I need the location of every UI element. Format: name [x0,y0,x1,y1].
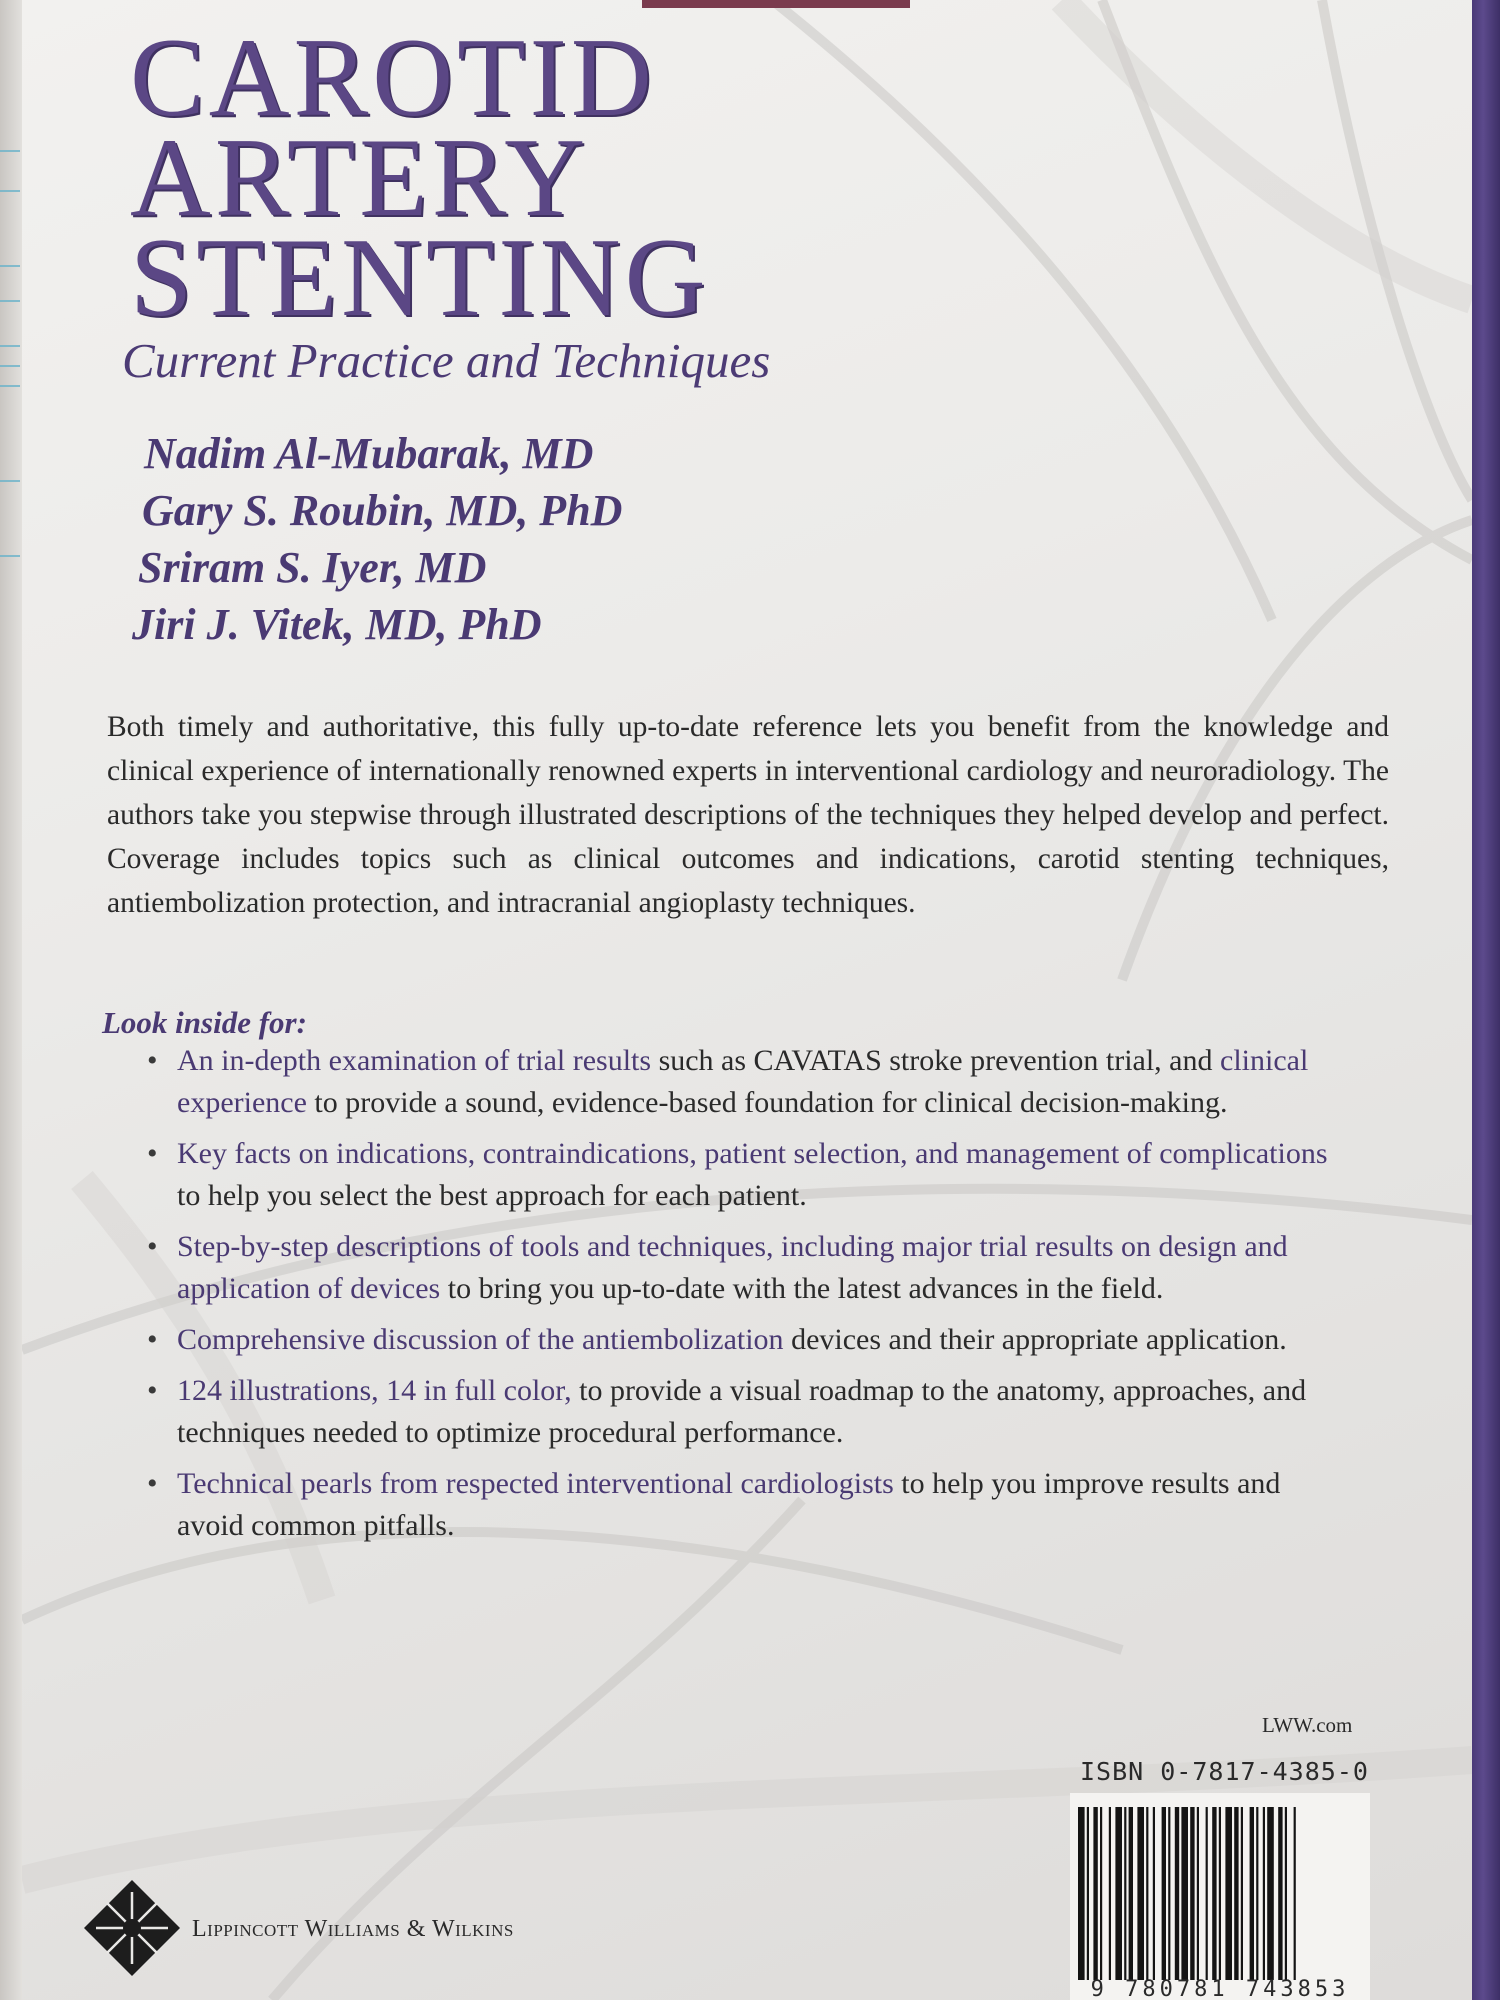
page-edge-mark [0,150,20,152]
feature-list [147,1040,1347,1556]
feature-text: to help you improve results and avoid common pitfalls. [177,1467,1281,1542]
book-title [130,16,710,340]
feature-text: such as CAVATAS stroke prevention trial, and [651,1044,1220,1077]
feature-item [147,1370,1347,1454]
top-edge-color-band [642,0,910,8]
page-edge-mark [0,345,20,347]
book-page-edge [0,0,22,2000]
feature-item [147,1463,1347,1547]
title-line: STENTING [130,216,710,340]
feature-highlight: Comprehensive discussion of the antiembolization [177,1323,784,1356]
look-inside-heading: Look inside for: [102,1005,307,1040]
feature-text: to bring you up-to-date with the latest advances in the field. [440,1272,1164,1305]
page-edge-mark [0,265,20,267]
publisher-logo [82,1878,514,1983]
back-cover [22,0,1472,2000]
feature-text: to provide a visual roadmap to the anatomy, approaches, and techniques needed to optimize procedural performance. [177,1374,1307,1449]
author-name: Nadim Al-Mubarak, MD [144,429,594,478]
page-edge-mark [0,300,20,302]
author-name: Jiri J. Vitek, MD, PhD [132,600,542,649]
isbn-number: ISBN 0-7817-4385-0 [1080,1757,1369,1786]
page-edge-mark [0,480,20,482]
feature-highlight: Key facts on indications, contraindications, patient selection, and management of complications [177,1137,1328,1170]
title-line: ARTERY [130,116,590,240]
feature-highlight: clinical experience [177,1044,1309,1119]
title-line: CAROTID [130,16,656,140]
feature-text: to provide a sound, evidence-based foundation for clinical decision-making. [306,1086,1228,1119]
book-subtitle: Current Practice and Techniques [122,333,771,388]
barcode-bars [1070,1793,1370,2000]
feature-item [147,1040,1347,1124]
barcode-digits: 9 780781 743853 [1070,1980,1370,2000]
diamond-starburst-icon [82,1878,182,1978]
feature-item [147,1319,1347,1361]
author-name: Gary S. Roubin, MD, PhD [142,486,623,535]
feature-highlight: Step-by-step descriptions of tools and techniques, including major trial results on design and application of devices [177,1230,1288,1305]
page-edge-mark [0,190,20,192]
publisher-name: Lippincott Williams & Wilkins [192,1916,514,1942]
feature-text: to help you select the best approach for each patient. [177,1179,807,1212]
feature-highlight: 124 illustrations, 14 in full color, [177,1374,572,1407]
page-edge-mark [0,555,20,557]
barcode [1070,1793,1370,2000]
author-list [112,425,622,653]
page-edge-mark [0,385,20,387]
book-description: Both timely and authoritative, this fully up-to-date reference lets you benefit from the knowledge and clinical experience of internationally renowned experts in interventional cardiology and neuroradiology. The authors take you stepwise through illustrated descriptions of the techniques they helped develop and perfect. Coverage includes topics such as clinical outcomes and indications, carotid stenting techniques, antiembolization protection, and intracranial angioplasty techniques. [107,711,1389,919]
page-edge-mark [0,365,20,367]
feature-highlight: An in-depth examination of trial results [177,1044,652,1077]
publisher-website: LWW.com [1262,1713,1353,1737]
feature-text: devices and their appropriate application. [783,1323,1287,1356]
author-name: Sriram S. Iyer, MD [138,543,487,592]
feature-highlight: Technical pearls from respected interventional cardiologists [177,1467,894,1500]
book-spine [1472,0,1500,2000]
feature-item [147,1226,1347,1310]
feature-item [147,1133,1347,1217]
